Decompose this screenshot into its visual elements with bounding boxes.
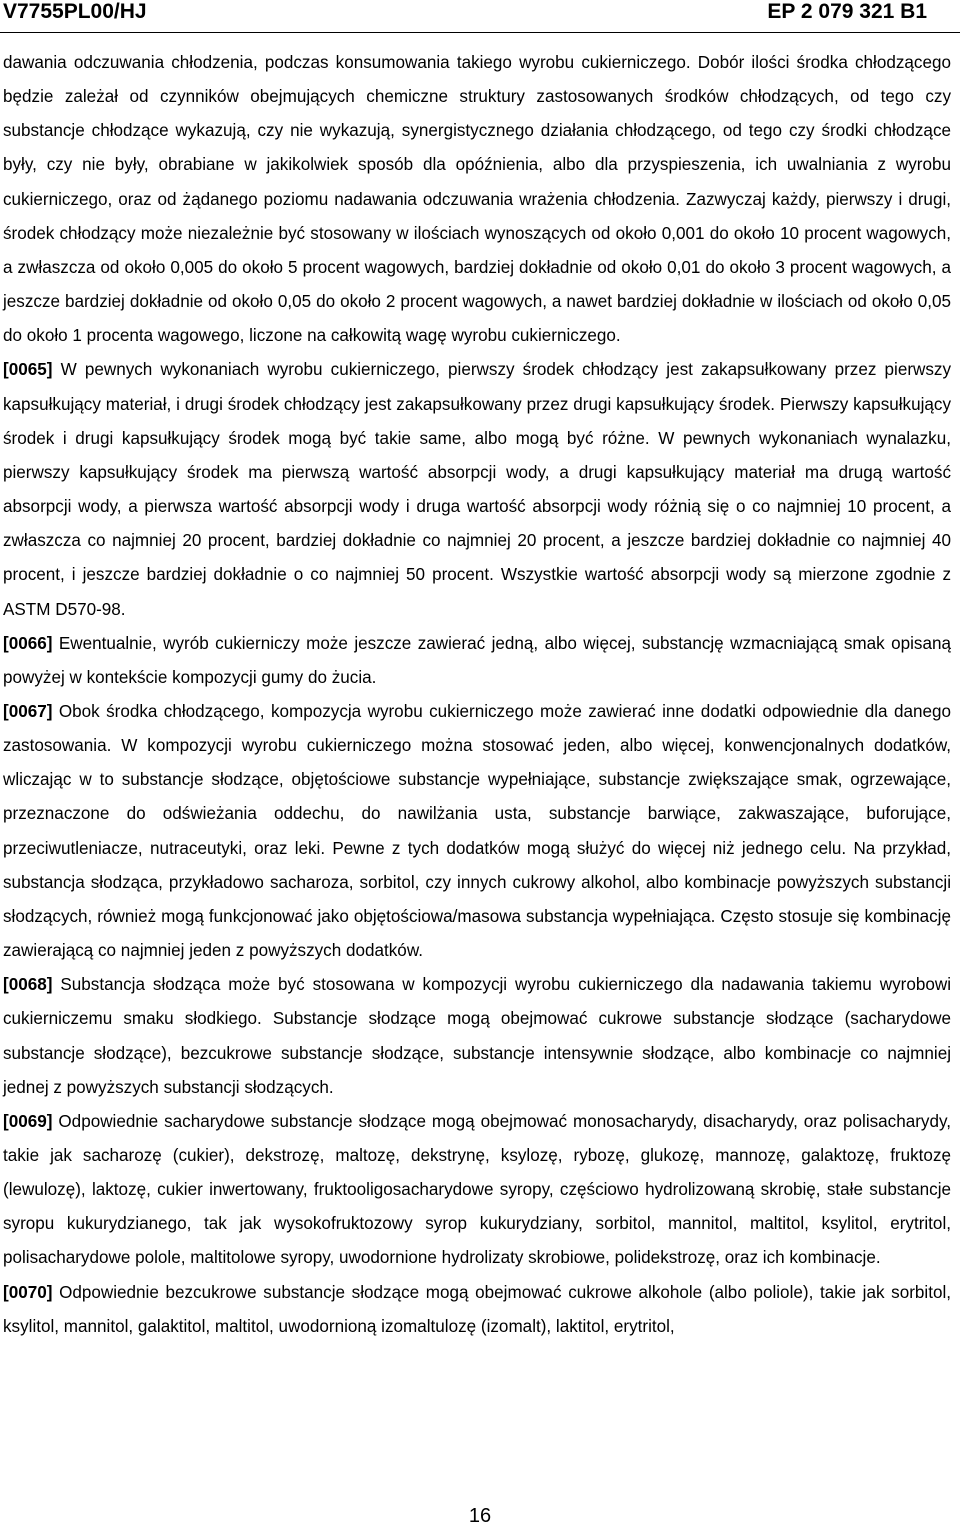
paragraph-text: Obok środka chłodzącego, kompozycja wyrobu cukierniczego może zawierać inne dodatki odpowiednie dla danego zastosowania. W kompozycji wyrobu cukierniczego można stosować jeden, albo więcej, konwencjonalnych dodatków, wliczając w to substancje słodzące, objętościowe substancje wypełniające, substancje zwiększające smak, ogrzewające, przeznaczone do odświeżania oddechu, do nawilżania usta, substancje barwiące, zakwaszające, buforujące, przeciwutleniacze, nutraceutyki, oraz leki. Pewne z tych dodatków mogą służyć do więcej niż jednego celu. Na przykład, substancja słodząca, przykładowo sacharoza, sorbitol, czy innych cukrowy alkohol, albo kombinacje powyższych substancji słodzących, również mogą funkcjonować jako objętościowa/masowa substancja wypełniająca. Często stosuje się kombinację zawierającą co najmniej jeden z powyższych dodatków. — [3, 701, 951, 961]
paragraph-0066 — [3, 627, 951, 695]
paragraph-text: Odpowiednie bezcukrowe substancje słodzące mogą obejmować cukrowe alkohole (albo poliole), takie jak sorbitol, ksylitol, mannitol, galaktitol, maltitol, uwodornioną izomaltulozę (izomalt), laktitol, erytritol, — [3, 1282, 952, 1336]
paragraph-text: dawania odczuwania chłodzenia, podczas konsumowania takiego wyrobu cukierniczego. Dobór ilości środka chłodzącego będzie zależał od czynników obejmujących chemiczne struktury zastosowanych środków chłodzących, od tego czy substancje chłodzące wykazują, czy nie wykazują, synergistycznego działania chłodzącego, od tego czy środki chłodzące były, czy nie były, obrabiane w jakikolwiek sposób dla opóźnienia, albo dla przyspieszenia, ich uwalniania z wyrobu cukierniczego, oraz od żądanego poziomu nadawania odczuwania wrażenia chłodzenia. Zazwyczaj każdy, pierwszy i drugi, środek chłodzący może niezależnie być stosowany w ilościach wynoszących od około 0,001 do około 10 procent wagowych, a zwłaszcza od około 0,005 do około 5 procent wagowych, bardziej dokładnie od około 0,01 do około 3 procent wagowych, a jeszcze bardziej dokładnie od około 0,05 do około 2 procent wagowych, a nawet bardziej dokładnie w ilościach od około 0,05 do około 1 procenta wagowego, liczone na całkowitą wagę wyrobu cukierniczego. — [3, 53, 951, 346]
paragraph-0068 — [3, 968, 951, 1105]
paragraph-number: [0066] — [3, 633, 53, 653]
paragraph-text: Substancja słodząca może być stosowana w kompozycji wyrobu cukierniczego dla nadawania takiemu wyrobowi cukierniczemu smaku słodkiego. Substancje słodzące mogą obejmować cukrowe substancje słodzące (sacharydowe substancje słodzące), bezcukrowe substancje słodzące, substancje intensywnie słodzące, albo kombinacje co najmniej jednej z powyższych substancji słodzących. — [3, 975, 951, 1097]
patent-number: EP 2 079 321 B1 — [767, 0, 927, 23]
paragraph-text: Ewentualnie, wyrób cukierniczy może jeszcze zawierać jedną, albo więcej, substancję wzmacniającą smak opisaną powyżej w kontekście kompozycji gumy do żucia. — [3, 633, 951, 687]
document-code: V7755PL00/HJ — [3, 0, 147, 23]
paragraph-number: [0067] — [3, 701, 53, 721]
paragraph-0067 — [3, 695, 951, 968]
paragraph-0070 — [3, 1276, 951, 1344]
paragraph-continued — [3, 46, 951, 353]
page-number: 16 — [468, 1505, 492, 1527]
document-body — [3, 46, 951, 1344]
paragraph-text: W pewnych wykonaniach wyrobu cukierniczego, pierwszy środek chłodzący jest zakapsułkowany przez pierwszy kapsułkujący materiał, i drugi środek chłodzący jest zakapsułkowany przez drugi kapsułkujący środek. Pierwszy kapsułkujący środek i drugi kapsułkujący środek mogą być takie same, albo mogą być różne. W pewnych wykonaniach wynalazku, pierwszy kapsułkujący środek ma pierwszą wartość absorpcji wody, a drugi kapsułkujący materiał ma drugą wartość absorpcji wody, a pierwsza wartość absorpcji wody i druga wartość absorpcji wody różnią się o co najmniej 10 procent, a zwłaszcza co najmniej 20 procent, bardziej dokładnie co najmniej 20 procent, a jeszcze bardziej dokładnie co najmniej 40 procent, i jeszcze bardziej dokładnie o co najmniej 50 procent. Wszystkie wartość absorpcji wody są mierzone zgodnie z ASTM D570-98. — [3, 360, 951, 619]
paragraph-number: [0068] — [3, 975, 53, 995]
page-header — [0, 0, 960, 34]
header-rule — [0, 32, 960, 33]
paragraph-number: [0070] — [3, 1282, 53, 1302]
paragraph-0069 — [3, 1105, 951, 1276]
paragraph-number: [0069] — [3, 1111, 53, 1131]
paragraph-text: Odpowiednie sacharydowe substancje słodzące mogą obejmować monosacharydy, disacharydy, oraz polisacharydy, takie jak sacharozę (cukier), dekstrozę, maltozę, dekstrynę, ksylozę, rybozę, glukozę, mannozę, galaktozę, fruktozę (lewulozę), laktozę, cukier inwertowany, fruktooligosacharydowe syropy, częściowo hydrolizowaną skrobię, stałe substancje syropu kukurydzianego, tak jak wysokofruktozowy syrop kukurydziany, sorbitol, mannitol, maltitol, ksylitol, erytritol, polisacharydowe polole, maltitolowe syropy, uwodornione hydrolizaty skrobiowe, polidekstrozę, oraz ich kombinacje. — [3, 1111, 951, 1268]
paragraph-0065 — [3, 353, 951, 626]
paragraph-number: [0065] — [3, 360, 53, 380]
